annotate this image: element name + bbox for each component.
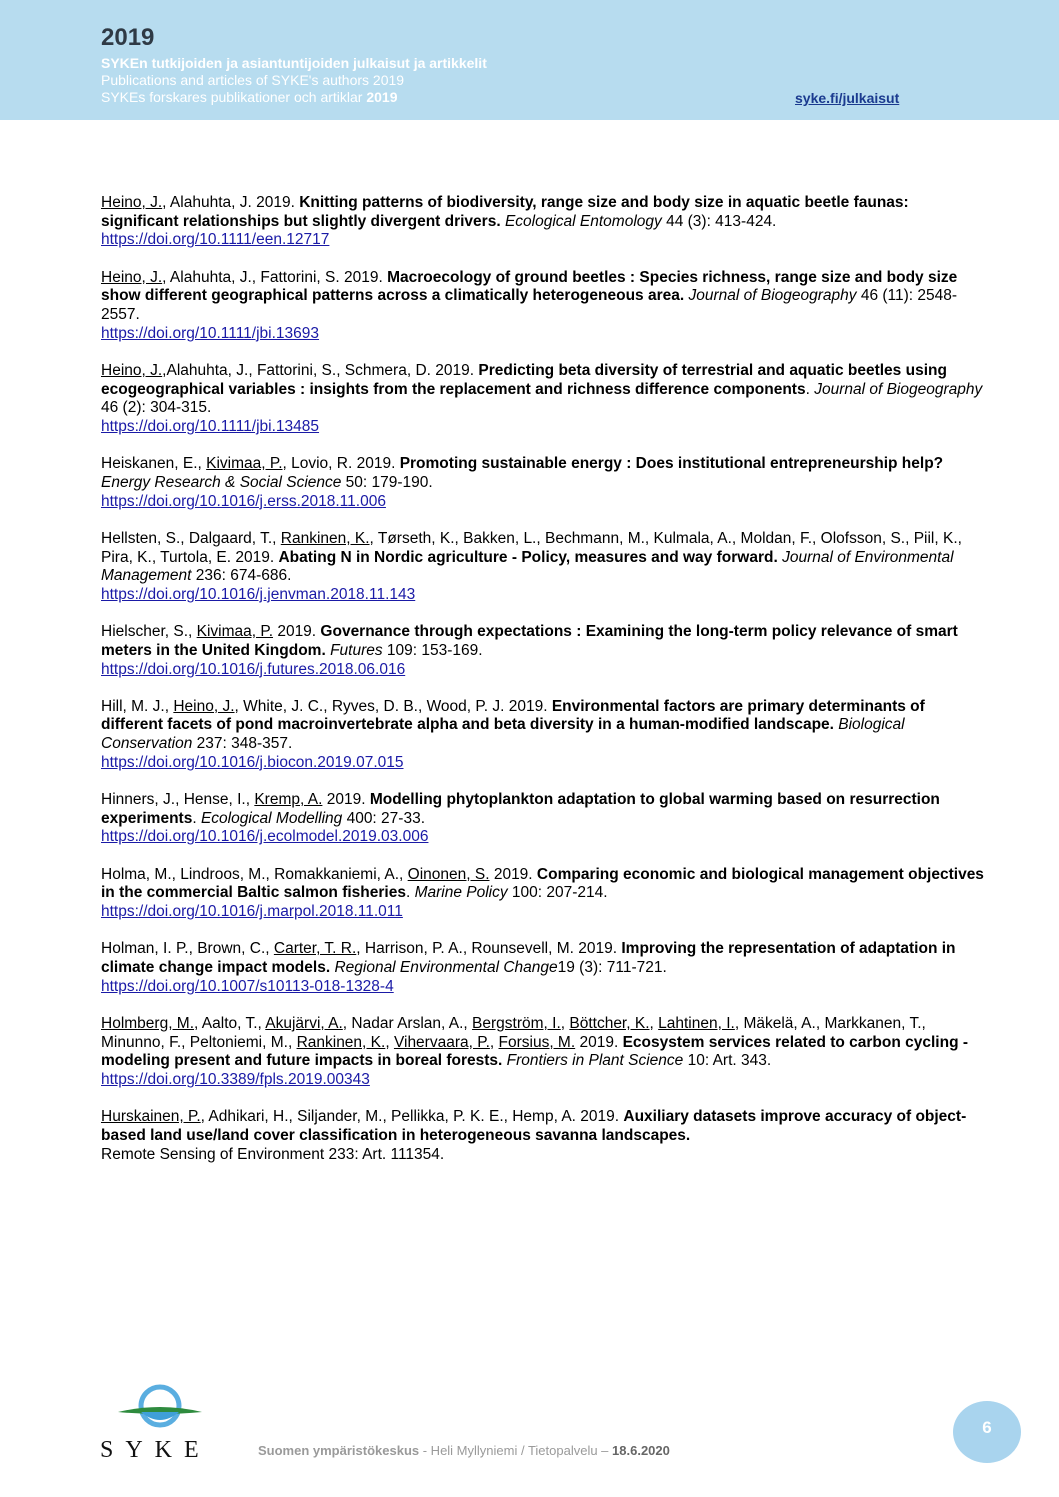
julkaisut-link[interactable]: syke.fi/julkaisut (795, 90, 900, 106)
header-title-en: Publications and articles of SYKE's authors 2019 (101, 72, 405, 88)
author-text: , Alahuhta, J., Fattorini, S. 2019. (162, 268, 388, 286)
reference-entry (101, 940, 986, 996)
reference-entry (101, 1108, 986, 1164)
author-syke: Kivimaa, P. (206, 455, 283, 473)
author-text: , (489, 1033, 499, 1051)
author-text: , (560, 1014, 570, 1032)
author-syke: Heino, J. (101, 268, 163, 286)
author-text: Holma, M., Lindroos, M., Romakkaniemi, A., (101, 865, 408, 883)
author-text: Hill, M. J., (101, 697, 174, 715)
volume-pages: 46 (11): 2548-2557. (101, 287, 958, 324)
article-title: Abating N in Nordic agriculture - Policy, measures and way forward. (278, 548, 778, 566)
article-title: Environmental factors are primary determinants of different facets of pond macroinvertebrate alpha and beta diversity in a human-modified landscape. (101, 697, 925, 734)
doi-link[interactable]: https://doi.org/10.1016/j.marpol.2018.11.011 (101, 903, 403, 921)
author-syke: Heino, J. (101, 194, 163, 211)
author-text: Hinners, J., Hense, I., (101, 791, 255, 809)
author-text: 2019. (322, 791, 370, 809)
article-title: Modelling phytoplankton adaptation to global warming based on resurrection experiments (101, 791, 940, 827)
journal-name: Futures (325, 641, 383, 659)
volume-pages: 19 (3): 711-721. (557, 959, 667, 976)
doi-link[interactable]: https://doi.org/10.1016/j.biocon.2019.07.015 (101, 753, 404, 771)
author-text: , Alahuhta, J. 2019. (162, 194, 300, 211)
doi-link[interactable]: https://doi.org/10.1111/jbi.13485 (101, 418, 320, 436)
author-syke: Heino, J. (101, 361, 163, 379)
reference-entry (101, 362, 986, 437)
author-text: , Lovio, R. 2019. (282, 455, 400, 473)
syke-logo-text: SYKE (100, 1437, 211, 1463)
doi-link[interactable]: https://doi.org/10.1016/j.ecolmodel.2019.03.006 (101, 828, 429, 846)
reference-list (101, 194, 986, 1183)
page-number-badge: 6 (953, 1401, 1021, 1463)
article-title: Knitting patterns of biodiversity, range size and body size in aquatic beetle faunas: significant relationships but slightly divergent drivers. (101, 194, 909, 230)
author-syke: Kremp, A. (254, 791, 323, 809)
author-syke: Vihervaara, P. (393, 1033, 490, 1051)
article-title: Ecosystem services related to carbon cycling - modeling present and future impacts in boreal forests. (101, 1033, 969, 1070)
article-title: Promoting sustainable energy : Does institutional entrepreneurship help? (399, 455, 944, 473)
volume-pages: 237: 348-357. (192, 735, 293, 753)
journal-name: Ecological Modelling (200, 809, 343, 827)
author-text: Hielscher, S., (101, 623, 197, 641)
volume-pages: 400: 27-33. (342, 809, 425, 827)
author-text: , (649, 1014, 659, 1032)
article-title: Macroecology of ground beetles : Species richness, range size and body size show different geographical patterns across a climatically heterogeneous area. (101, 268, 958, 305)
reference-entry (101, 269, 986, 344)
article-title: Predicting beta diversity of terrestrial and aquatic beetles using ecogeographical variables : insights from the replacement and richness difference components (101, 361, 947, 398)
footer-date: 18.6.2020 (612, 1443, 670, 1458)
journal-name: Ecological Entomology (500, 212, 662, 230)
page-header (0, 0, 1059, 120)
doi-link[interactable]: https://doi.org/10.1016/j.futures.2018.06.016 (101, 660, 406, 678)
doi-link[interactable]: https://doi.org/10.1007/s10113-018-1328-4 (101, 977, 394, 995)
journal-plain: Remote Sensing of Environment 233: Art. 111354. (101, 1145, 445, 1163)
author-text: Hellsten, S., Dalgaard, T., (101, 529, 281, 547)
doi-link[interactable]: https://doi.org/10.1016/j.jenvman.2018.11.143 (101, 585, 416, 603)
author-text: , (385, 1033, 394, 1051)
header-title-fi: SYKEn tutkijoiden ja asiantuntijoiden julkaisut ja artikkelit (101, 55, 487, 71)
journal-name: Journal of Biogeography (684, 287, 857, 305)
header-year: 2019 (101, 24, 155, 51)
punctuation: . (192, 809, 201, 827)
reference-entry (101, 698, 986, 773)
author-syke: Holmberg, M. (101, 1014, 195, 1032)
author-syke: Bergström, I. (472, 1014, 561, 1032)
volume-pages: 100: 207-214. (507, 884, 608, 902)
article-title: Comparing economic and biological management objectives in the commercial Baltic salmon fisheries (101, 865, 984, 902)
author-text: , White, J. C., Ryves, D. B., Wood, P. J. 2019. (234, 697, 552, 715)
header-title-sv: SYKEs forskares publikationer och artiklar 2019 (101, 89, 398, 105)
journal-name: Frontiers in Plant Science (502, 1052, 684, 1070)
author-syke: Böttcher, K. (569, 1014, 650, 1032)
author-syke: Akujärvi, A. (265, 1014, 343, 1032)
page-footer (258, 1443, 670, 1458)
author-syke: Forsius, M. (498, 1033, 576, 1051)
author-syke: Carter, T. R. (273, 940, 357, 958)
author-text: Heiskanen, E., (101, 455, 207, 473)
author-syke: Kivimaa, P. (196, 623, 274, 641)
punctuation: . (405, 884, 415, 902)
article-title: Governance through expectations : Examining the long-term policy relevance of smart meters in the United Kingdom. (101, 623, 958, 659)
volume-pages: 236: 674-686. (191, 567, 292, 585)
doi-link[interactable]: https://doi.org/10.3389/fpls.2019.00343 (101, 1071, 370, 1089)
author-text: 2019. (575, 1033, 623, 1051)
doi-link[interactable]: https://doi.org/10.1111/een.12717 (101, 231, 330, 249)
doi-link[interactable]: https://doi.org/10.1111/jbi.13693 (101, 324, 320, 342)
author-syke: Rankinen, K. (280, 529, 370, 547)
volume-pages: 109: 153-169. (382, 641, 483, 659)
author-text: , Tørseth, K., Bakken, L., Bechmann, M., Kulmala, A., Moldan, F., Olofsson, S., Piil, K., Pira, K., Turtola, E. 2019. (101, 529, 962, 566)
journal-name: Biological Conservation (101, 716, 905, 753)
journal-name: Marine Policy (414, 884, 508, 902)
journal-name: Regional Environmental Change (330, 959, 558, 976)
reference-entry (101, 1015, 986, 1090)
article-title: Auxiliary datasets improve accuracy of object-based land use/land cover classification in heterogeneous savanna landscapes. (101, 1108, 967, 1144)
author-syke: Rankinen, K. (296, 1033, 386, 1051)
author-text: , Adhikari, H., Siljander, M., Pellikka, P. K. E., Hemp, A. 2019. (200, 1108, 624, 1126)
author-text: 2019. (273, 623, 321, 641)
article-title: Improving the representation of adaptation in climate change impact models. (101, 940, 956, 976)
author-text: , Nadar Arslan, A., (342, 1014, 473, 1032)
reference-entry (101, 530, 986, 605)
doi-link[interactable]: https://doi.org/10.1016/j.erss.2018.11.006 (101, 492, 386, 510)
journal-name: Journal of Environmental Management (101, 548, 954, 585)
volume-pages: 50: 179-190. (341, 473, 433, 491)
volume-pages: 46 (2): 304-315. (101, 399, 212, 417)
author-syke: Lahtinen, I. (658, 1014, 735, 1032)
author-text: , Harrison, P. A., Rounsevell, M. 2019. (356, 940, 622, 958)
author-text: , Mäkelä, A., Markkanen, T., Minunno, F., Peltoniemi, M., (101, 1014, 926, 1051)
journal-name: Journal of Biogeography (814, 380, 983, 398)
reference-entry (101, 455, 986, 511)
footer-org: Suomen ympäristökeskus (258, 1443, 420, 1458)
punctuation: . (805, 380, 815, 398)
author-syke: Hurskainen, P. (101, 1108, 201, 1126)
reference-entry (101, 623, 986, 679)
author-text: 2019. (489, 865, 537, 883)
author-text: , Aalto, T., (194, 1014, 266, 1032)
author-text: ,Alahuhta, J., Fattorini, S., Schmera, D. 2019. (162, 361, 479, 379)
reference-entry (101, 194, 986, 250)
author-syke: Heino, J. (173, 697, 235, 715)
reference-entry (101, 791, 986, 847)
volume-pages: 44 (3): 413-424. (661, 212, 777, 230)
volume-pages: 10: Art. 343. (683, 1052, 772, 1070)
footer-author: - Heli Myllyniemi / Tietopalvelu – (419, 1443, 613, 1458)
author-text: Holman, I. P., Brown, C., (101, 940, 274, 958)
journal-name: Energy Research & Social Science (101, 473, 342, 491)
reference-entry (101, 866, 986, 922)
author-syke: Oinonen, S. (407, 865, 490, 883)
